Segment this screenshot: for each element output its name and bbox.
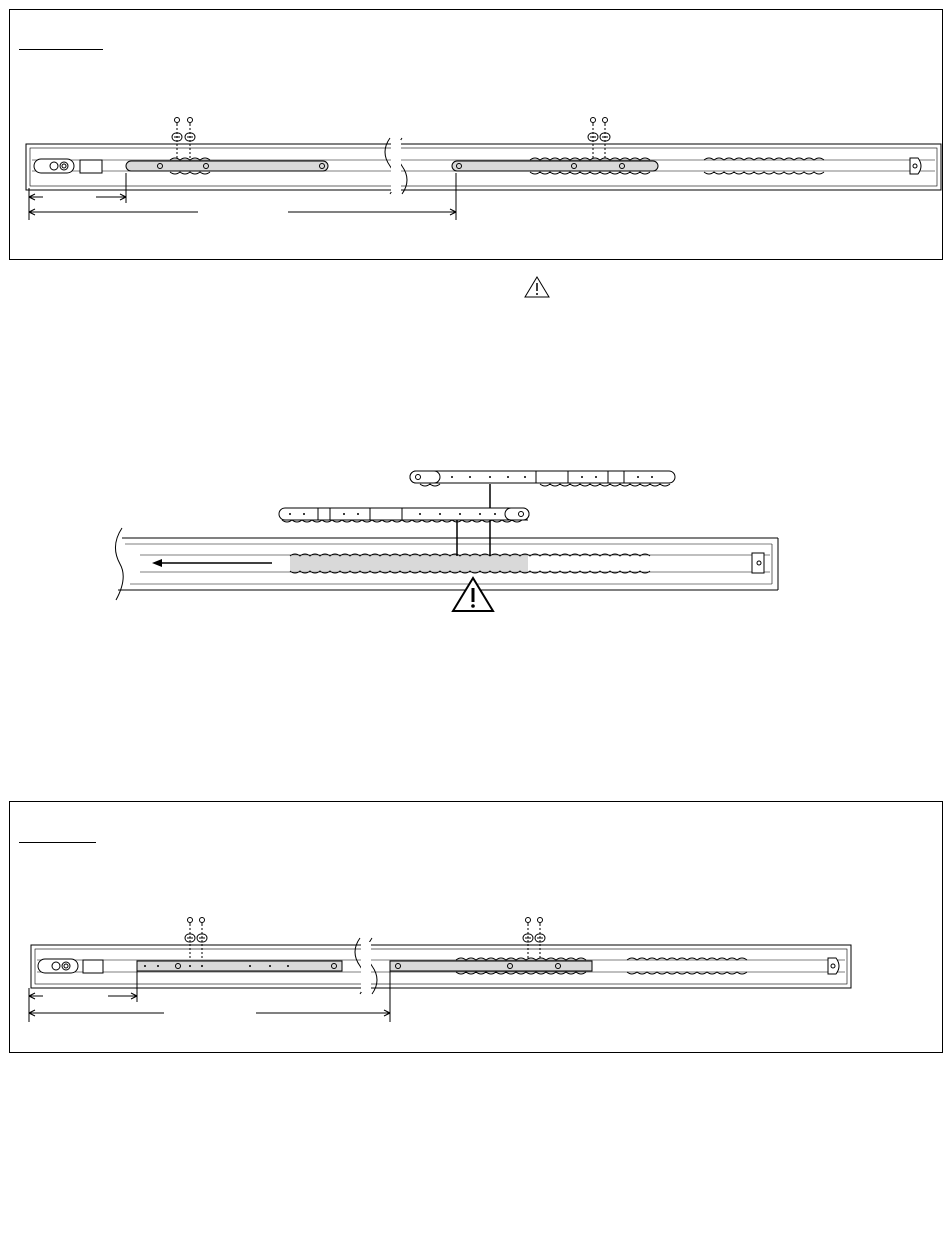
screw-icon: [538, 918, 543, 927]
center-detail: [115, 471, 778, 611]
bottom-rail-diagram: [10, 802, 944, 1054]
warning-triangle-icon: [453, 578, 493, 611]
arrow-down-icon: [453, 558, 494, 566]
break-mark-icon: [385, 138, 407, 194]
screw-icon: [200, 918, 205, 927]
left-end-roller: [34, 159, 74, 173]
fasteners-right: [588, 118, 610, 161]
chain-b: [452, 161, 658, 171]
fasteners-right: [523, 918, 545, 961]
chain-segment-upper: [410, 471, 675, 486]
left-bracket: [80, 160, 102, 173]
free-chain: [704, 158, 824, 174]
chain-segment-lower: [279, 508, 529, 522]
bottom-panel: [9, 801, 943, 1053]
screw-icon: [603, 118, 608, 127]
dimension-lines: [29, 971, 390, 1022]
arrow-left-icon: [152, 559, 272, 567]
chain-a: [126, 161, 328, 171]
screw-icon: [188, 918, 193, 927]
chain-a: [137, 961, 342, 971]
free-chain: [627, 958, 747, 974]
screw-icon: [188, 118, 193, 127]
right-end-pulley: [910, 158, 921, 174]
right-end-pulley: [828, 958, 839, 974]
center-rail: [115, 528, 778, 600]
fasteners-left: [172, 118, 195, 161]
warning-triangle-icon: [525, 277, 549, 297]
left-end-roller: [38, 959, 78, 973]
top-panel: [9, 9, 943, 260]
fasteners-left: [185, 918, 207, 961]
screw-icon: [175, 118, 180, 127]
left-bracket: [83, 960, 103, 973]
screw-icon: [526, 918, 531, 927]
screw-icon: [591, 118, 596, 127]
break-mark-icon: [355, 938, 377, 994]
chain-b: [390, 961, 592, 971]
top-rail-diagram: [10, 10, 944, 261]
